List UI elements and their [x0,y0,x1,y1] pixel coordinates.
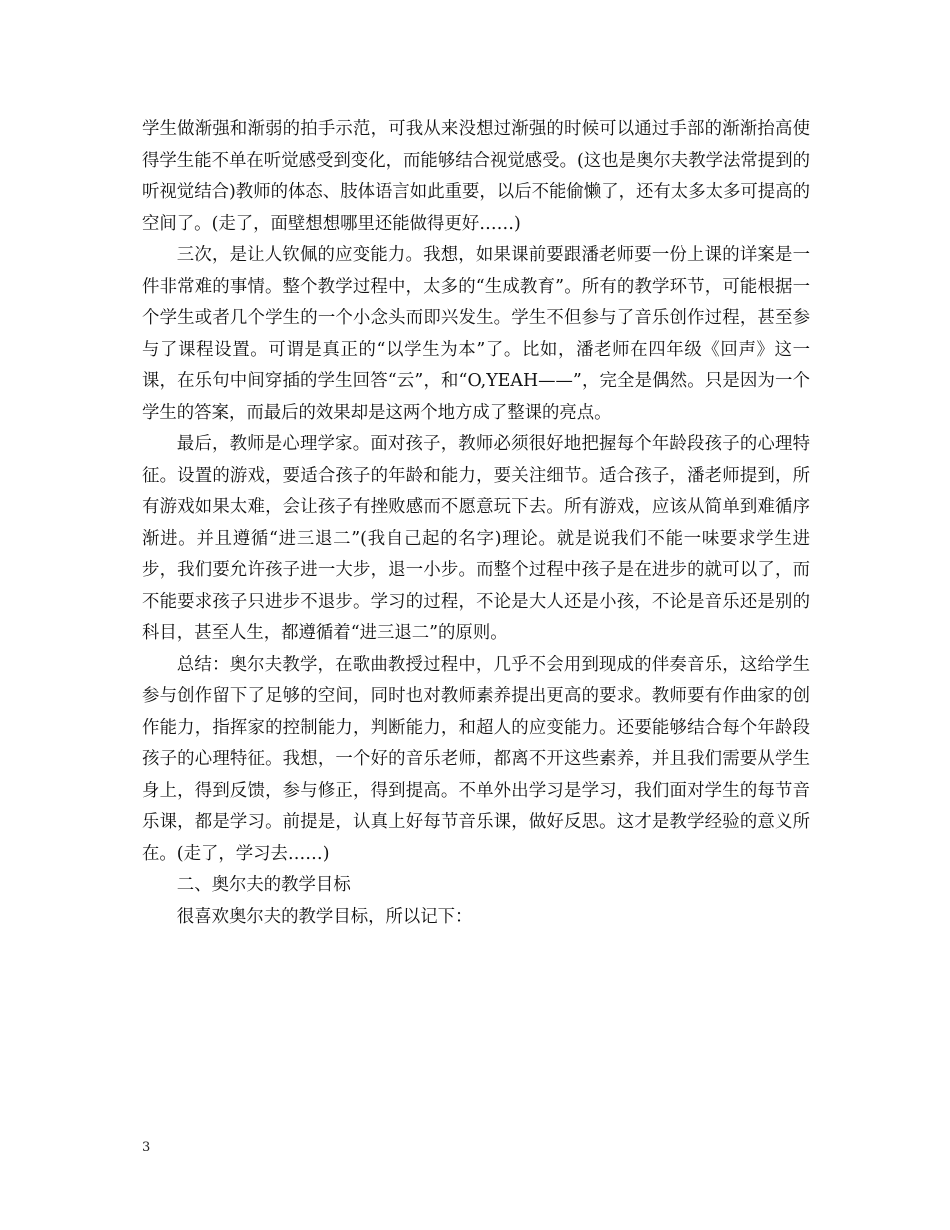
paragraph-goals-intro: 很喜欢奥尔夫的教学目标，所以记下： [176,906,473,927]
paragraph-psychologist: 最后，教师是心理学家。面对孩子，教师必须很好地把握每个年龄段孩子的心理特征。设置的游戏，要适合孩子的年龄和能力，要关注细节。适合孩子，潘老师提到，所有游戏如果太难，会让孩子有挫败感而不愿意玩下去。所有游戏，应该从简单到难循序渐进。并且遵循“进三退二”(我自己起的名字)理论。就是说我们不能一味要求学生进步，我们要允许孩子进一大步，退一小步。而整个过程中孩子是在进步的就可以了，而不能要求孩子只进步不退步。学习的过程，不论是大人还是小孩，不论是音乐还是别的科目，甚至人生，都遵循着“进三退二”的原则。 [142,434,810,643]
page-number: 3 [142,1140,151,1155]
section-heading-teaching-goals: 二、奥尔夫的教学目标 [176,875,351,895]
document-body [142,114,810,933]
paragraph-continuation: 学生做渐强和渐弱的拍手示范，可我从来没想过渐强的时候可以通过手部的渐渐抬高使得学生能不单在听觉感受到变化，而能够结合视觉感受。(这也是奥尔夫教学法常提到的听视觉结合)教师的体态、肢体语言如此重要，以后不能偷懒了，还有太多太多可提高的空间了。(走了，面壁想想哪里还能做得更好……) [142,119,810,234]
paragraph-adaptability: 三次，是让人钦佩的应变能力。我想，如果课前要跟潘老师要一份上课的详案是一件非常难的事情。整个教学过程中，太多的“生成教育”。所有的教学环节，可能根据一个学生或者几个学生的一个小念头而即兴发生。学生不但参与了音乐创作过程，甚至参与了课程设置。可谓是真正的“以学生为本”了。比如，潘老师在四年级《回声》这一课，在乐句中间穿插的学生回答“云”，和“O,YEAH——”，完全是偶然。只是因为一个学生的答案，而最后的效果却是这两个地方成了整课的亮点。 [142,245,810,423]
paragraph-summary: 总结：奥尔夫教学，在歌曲教授过程中，几乎不会用到现成的伴奏音乐，这给学生参与创作留下了足够的空间，同时也对教师素养提出更高的要求。教师要有作曲家的创作能力，指挥家的控制能力，判断能力，和超人的应变能力。还要能够结合每个年龄段孩子的心理特征。我想，一个好的音乐老师，都离不开这些素养，并且我们需要从学生身上，得到反馈，参与修正，得到提高。不单外出学习是学习，我们面对学生的每节音乐课，都是学习。前提是，认真上好每节音乐课，做好反思。这才是教学经验的意义所在。(走了，学习去……) [142,654,810,864]
